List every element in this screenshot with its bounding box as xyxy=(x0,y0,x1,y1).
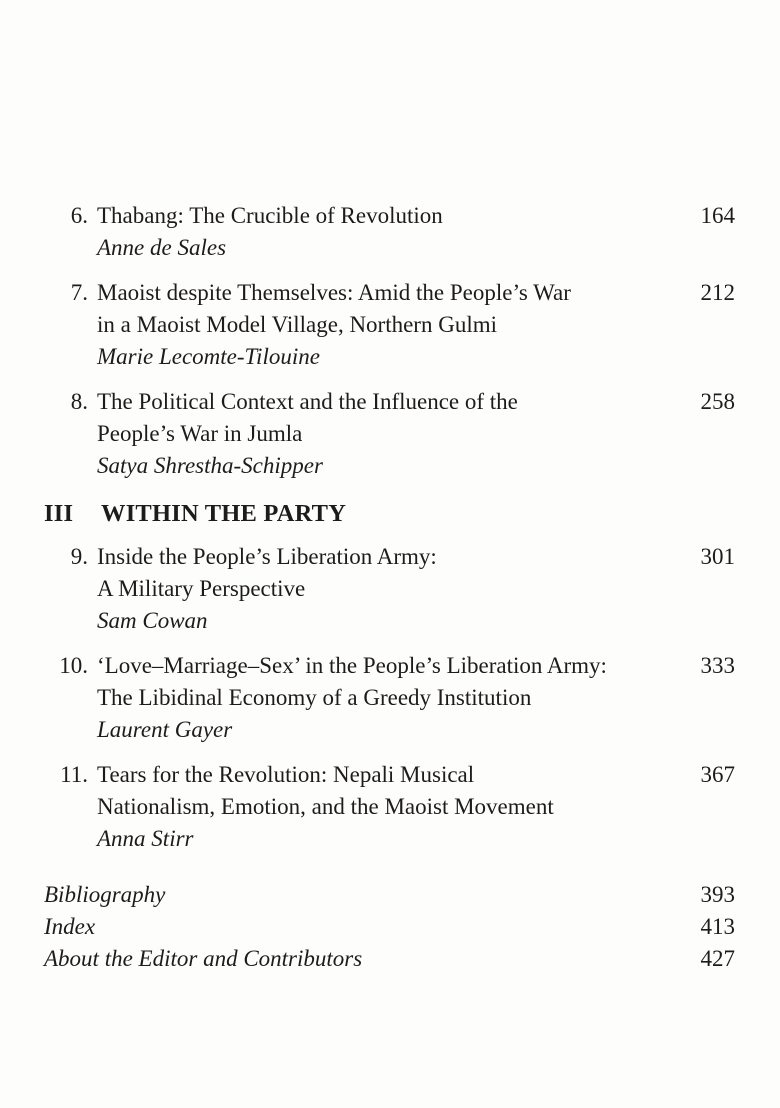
section-heading-within-the-party xyxy=(44,497,735,530)
chapter-author: Laurent Gayer xyxy=(97,717,233,742)
back-matter-page-number: 427 xyxy=(700,946,735,971)
back-matter xyxy=(44,879,735,975)
chapter-title-block xyxy=(97,386,689,482)
chapter-page-number: 301 xyxy=(700,544,735,569)
toc-section-part-2-continued xyxy=(44,200,735,482)
toc-section-part-3 xyxy=(44,541,735,855)
chapter-author: Marie Lecomte-Tilouine xyxy=(97,344,320,369)
chapter-title-block xyxy=(97,759,689,855)
chapter-author: Anne de Sales xyxy=(97,235,227,260)
chapter-author: Sam Cowan xyxy=(97,608,208,633)
chapter-page-number: 164 xyxy=(700,203,735,228)
back-matter-row-index xyxy=(44,911,735,943)
table-of-contents xyxy=(44,200,735,975)
chapter-title-line: Tears for the Revolution: Nepali Musical xyxy=(97,762,475,787)
toc-entry-7 xyxy=(44,277,735,373)
back-matter-title: Bibliography xyxy=(44,882,166,907)
chapter-number: 9. xyxy=(70,544,88,569)
chapter-title-line: People’s War in Jumla xyxy=(97,421,303,446)
chapter-title-line: The Political Context and the Influence of the xyxy=(97,389,518,414)
chapter-number: 10. xyxy=(59,653,88,678)
back-matter-title: About the Editor and Contributors xyxy=(44,946,363,971)
back-matter-title: Index xyxy=(44,914,96,939)
back-matter-row-about xyxy=(44,943,735,975)
toc-entry-8 xyxy=(44,386,735,482)
chapter-title-block xyxy=(97,650,689,746)
chapter-title-line: A Military Perspective xyxy=(97,576,306,601)
section-title: WITHIN THE PARTY xyxy=(101,500,347,527)
section-numeral: III xyxy=(44,500,74,527)
chapter-number: 7. xyxy=(70,280,88,305)
chapter-author: Satya Shrestha-Schipper xyxy=(97,453,323,478)
chapter-page-number: 258 xyxy=(700,389,735,414)
chapter-page-number: 367 xyxy=(700,762,735,787)
chapter-title-block xyxy=(97,541,689,637)
chapter-author: Anna Stirr xyxy=(97,826,194,851)
toc-entry-10 xyxy=(44,650,735,746)
chapter-title-line: Nationalism, Emotion, and the Maoist Movement xyxy=(97,794,554,819)
chapter-page-number: 333 xyxy=(700,653,735,678)
chapter-page-number: 212 xyxy=(700,280,735,305)
chapter-number: 6. xyxy=(70,203,88,228)
chapter-title-line: Inside the People’s Liberation Army: xyxy=(97,544,437,569)
chapter-title-block xyxy=(97,200,689,264)
chapter-title-block xyxy=(97,277,689,373)
chapter-title-line: Thabang: The Crucible of Revolution xyxy=(97,203,443,228)
back-matter-row-bibliography xyxy=(44,879,735,911)
chapter-title-line: in a Maoist Model Village, Northern Gulmi xyxy=(97,312,497,337)
toc-entry-9 xyxy=(44,541,735,637)
back-matter-page-number: 393 xyxy=(700,882,735,907)
toc-entry-6 xyxy=(44,200,735,264)
toc-entry-11 xyxy=(44,759,735,855)
back-matter-page-number: 413 xyxy=(700,914,735,939)
chapter-number: 11. xyxy=(60,762,88,787)
chapter-number: 8. xyxy=(70,389,88,414)
chapter-title-line: Maoist despite Themselves: Amid the People’s War xyxy=(97,280,571,305)
chapter-title-line: ‘Love–Marriage–Sex’ in the People’s Liberation Army: xyxy=(97,653,607,678)
chapter-title-line: The Libidinal Economy of a Greedy Institution xyxy=(97,685,532,710)
